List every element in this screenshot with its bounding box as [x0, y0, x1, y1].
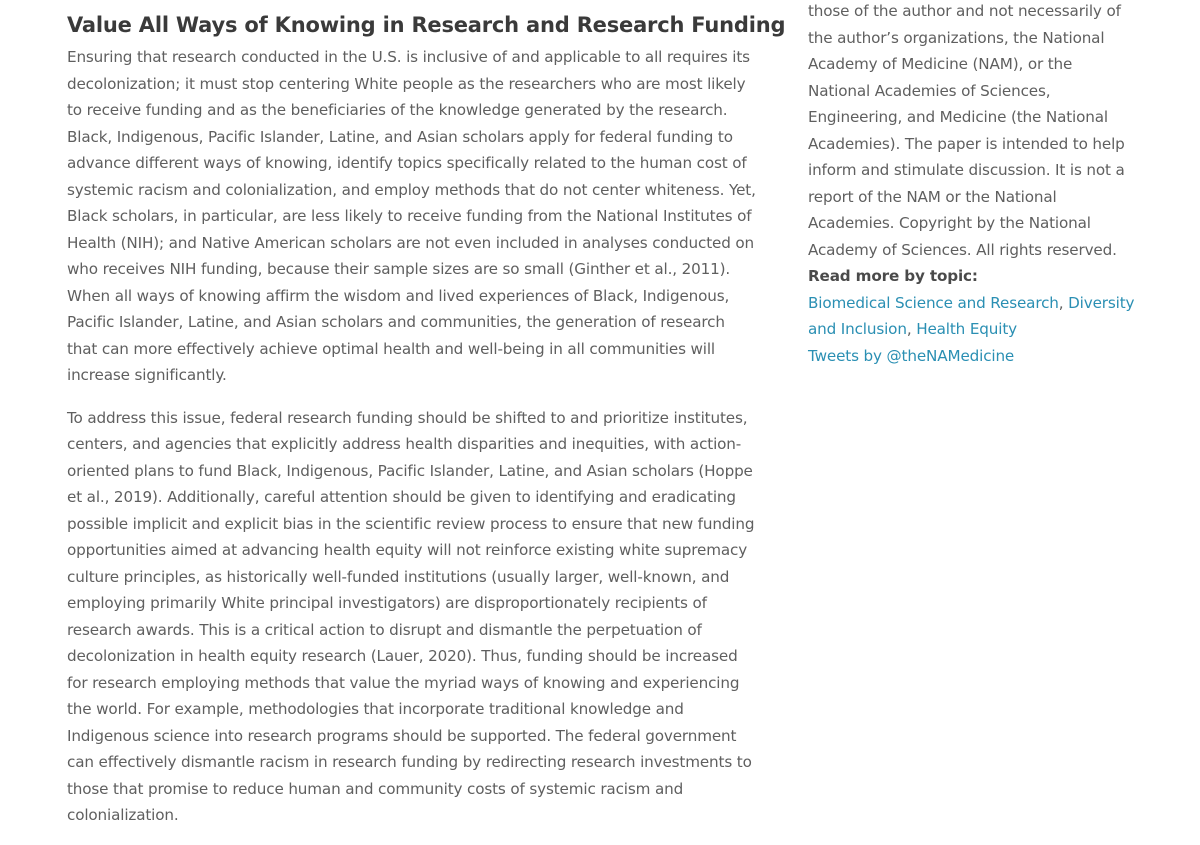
sidebar [808, 0, 1138, 369]
tweets-link[interactable]: Tweets by @theNAMedicine [808, 346, 1015, 365]
topic-separator: , [906, 320, 912, 338]
topics-label: Read more by topic: [808, 267, 978, 285]
topic-links [808, 290, 1138, 343]
copyright-disclaimer: those of the author and not necessarily of the author’s organizations, the National Academy of Medicine (NAM), or the National Academies of Sciences, Engineering, and Medicine (the National Academies). The paper is intended to help inform and stimulate discussion. It is not a report of the NAM or the National Academies. Copyright by the National Academy of Sciences. All rights reserved. [808, 2, 1125, 259]
topic-link-health-equity[interactable]: Health Equity [916, 320, 1017, 338]
topic-link-biomedical-science[interactable]: Biomedical Science and Research [808, 293, 1059, 312]
tweets-widget [808, 343, 1138, 370]
topic-link-diversity-inclusion[interactable]: Diversity and Inclusion [808, 293, 1135, 338]
article-paragraph: To address this issue, federal research funding should be shifted to and prioritize institutes, centers, and agencies that explicitly address health disparities and inequities, with action-oriented plans to fund Black, Indigenous, Pacific Islander, Latine, and Asian scholars (Hoppe et al., 2019). Additionally, careful attention should be given to identifying and eradicating possible implicit and explicit bias in the scientific review process to ensure that new funding opportunities aimed at advancing health equity will not reinforce existing white supremacy culture principles, as historically well-funded institutions (usually larger, well-known, and employing primarily White principal investigators) are disproportionately recipients of research awards. This is a critical action to disrupt and dismantle the perpetuation of decolonization in health equity research (Lauer, 2020). Thus, funding should be increased for research employing methods that value the myriad ways of knowing and experiencing the world. For example, methodologies that incorporate traditional knowledge and Indigenous science into research programs should be supported. The federal government can effectively dismantle racism in research funding by redirecting research investments to those that promise to reduce human and community costs of systemic racism and colonialization. [67, 408, 755, 824]
article-paragraph: Ensuring that research conducted in the U.S. is inclusive of and applicable to all requires its decolonization; it must stop centering White people as the researchers who are most likely to receive funding and as the beneficiaries of the knowledge generated by the research. Black, Indigenous, Pacific Islander, Latine, and Asian scholars apply for federal funding to advance different ways of knowing, identify topics specifically related to the human cost of systemic racism and colonialization, and employ methods that do not center whiteness. Yet, Black scholars, in particular, are less likely to receive funding from the National Institutes of Health (NIH); and Native American scholars are not even included in analyses conducted on who receives NIH funding, because their sample sizes are so small (Ginther et al., 2011). When all ways of knowing affirm the wisdom and lived experiences of Black, Indigenous, Pacific Islander, Latine, and Asian scholars and communities, the generation of research that can more effectively achieve optimal health and well-being in all communities will increase significantly. [67, 48, 756, 384]
article-main [67, 8, 786, 845]
topic-separator: , [1058, 293, 1064, 312]
section-heading: Value All Ways of Knowing in Research and Research Funding [67, 13, 786, 37]
